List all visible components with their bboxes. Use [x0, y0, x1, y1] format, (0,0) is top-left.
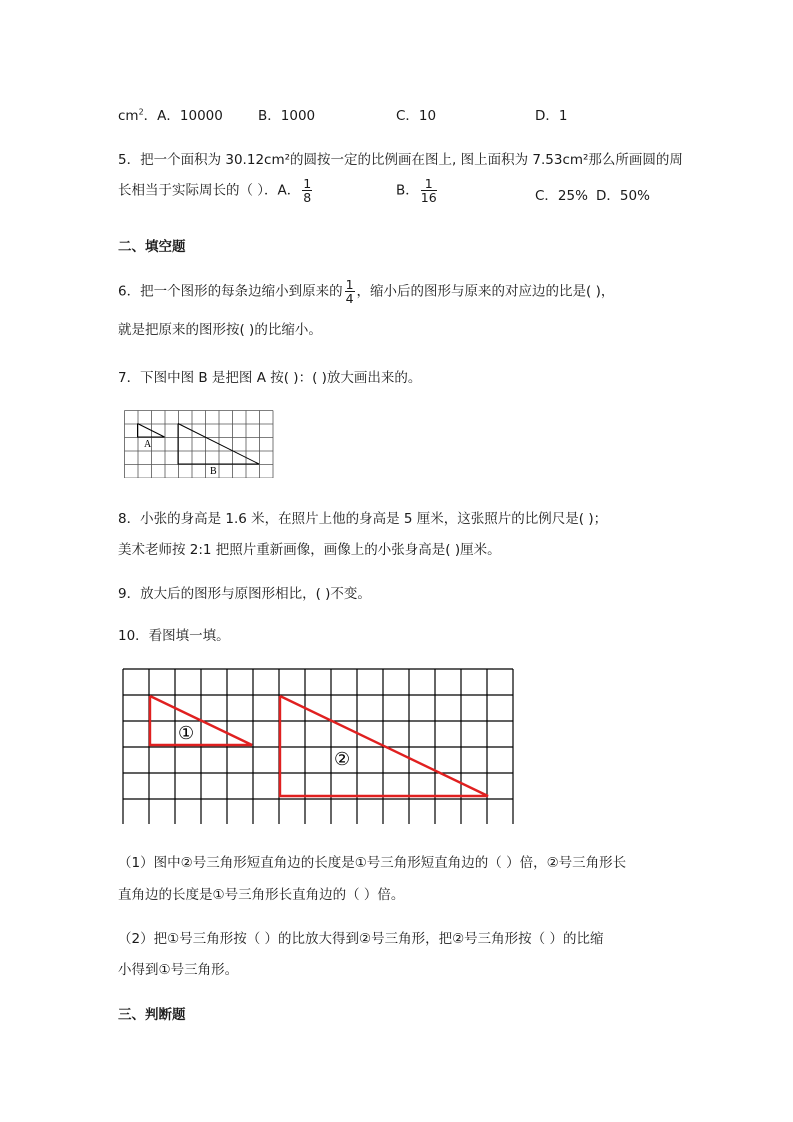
q10-sub2-line1: （2）把①号三角形按（ ）的比放大得到②号三角形，把②号三角形按（ ）的比缩	[118, 931, 604, 947]
q10-grid-figure	[122, 668, 518, 824]
q4-option-d: D．1	[535, 108, 568, 124]
q5-line1: 5．把一个面积为 30.12cm²的圆按一定的比例画在图上, 图上面积为 7.53cm²那么所画圆的周	[118, 152, 683, 168]
q10-sub1-line2: 直角边的长度是①号三角形长直角边的（ ）倍。	[118, 887, 405, 903]
q7-triangle-b	[178, 424, 259, 465]
q10-triangle-2	[280, 696, 488, 796]
q5-option-d: D．50%	[596, 188, 650, 204]
q7-text: 7．下图中图 B 是把图 A 按( )：( )放大画出来的。	[118, 370, 422, 386]
q10-text: 10．看图填一填。	[118, 628, 230, 644]
q8-line1: 8．小张的身高是 1.6 米，在照片上他的身高是 5 厘米，这张照片的比例尺是( )；	[118, 511, 608, 527]
q4-unit: cm	[118, 108, 139, 124]
q7-label-a: A	[144, 439, 152, 450]
q5-stem: 长相当于实际周长的（ ）．A．	[118, 182, 301, 199]
q4-option-b: B．1000	[258, 108, 316, 124]
q5-line2	[118, 177, 314, 204]
q6-fraction: $\frac{1}{4}$	[345, 277, 354, 307]
q4-options	[118, 104, 223, 124]
section-title-true-false: 三、判断题	[118, 1007, 186, 1023]
q6-line2: 就是把原来的图形按( )的比缩小。	[118, 322, 322, 338]
q10-label-1: ①	[178, 723, 195, 744]
q5-option-b: B． $\frac{1}{16}$	[396, 176, 437, 206]
q10-grid	[123, 669, 513, 824]
q10-sub1-line1: （1）图中②号三角形短直角边的长度是①号三角形短直角边的（ ）倍，②号三角形长	[118, 855, 627, 871]
q4-option-c: C．10	[396, 108, 437, 124]
q7-label-b: B	[210, 466, 217, 477]
q10-label-2: ②	[334, 749, 351, 770]
q5-fraction-b: $\frac{1}{16}$	[420, 176, 437, 206]
q10-sub2-line2: 小得到①号三角形。	[118, 962, 239, 978]
section-title-fill-in: 二、填空题	[118, 239, 186, 255]
q5-option-c: C．25%	[535, 188, 588, 204]
q5-fraction-a: $\frac{1}{8}$	[303, 176, 312, 206]
q6-line1: 6．把一个图形的每条边缩小到原来的 $\frac{1}{4}$ ，缩小后的图形与原来的对应边的比是( )，	[118, 277, 615, 307]
q8-line2: 美术老师按 2:1 把照片重新画像，画像上的小张身高是( )厘米。	[118, 542, 501, 558]
q4-unit-sup: 2	[138, 107, 144, 117]
q9-text: 9．放大后的图形与原图形相比，( )不变。	[118, 586, 371, 602]
q4-option-a: ．A．10000	[143, 108, 223, 124]
q7-triangle-a	[138, 424, 165, 438]
q7-grid-figure	[124, 410, 274, 478]
